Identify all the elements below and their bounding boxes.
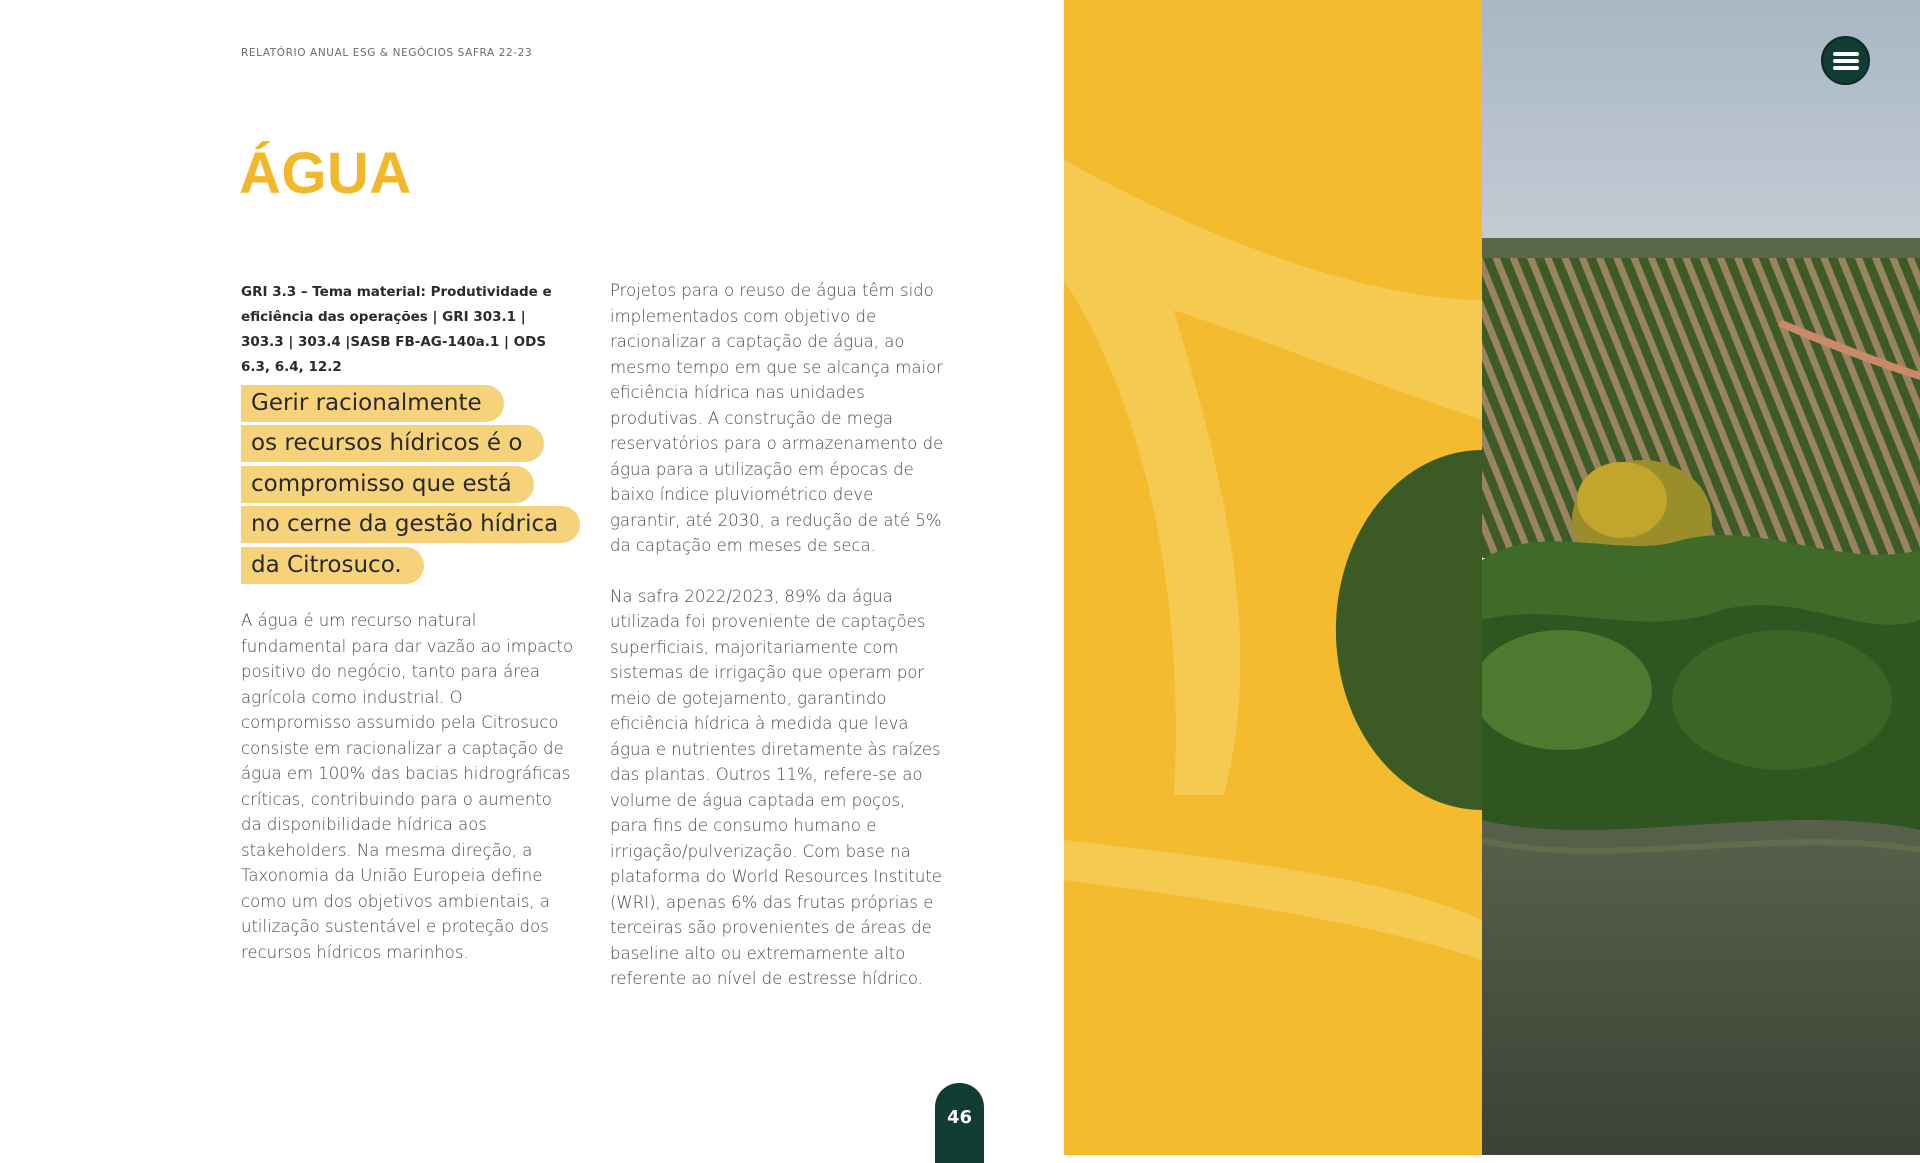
orchard-river-illustration: [1482, 0, 1920, 1155]
highlight-quote: [241, 385, 601, 587]
highlight-line: Gerir racionalmente: [241, 385, 504, 422]
report-header: RELATÓRIO ANUAL ESG & NEGÓCIOS SAFRA 22-23: [241, 47, 533, 59]
body-paragraph-column1: A água é um recurso natural fundamental para dar vazão ao impacto positivo do negócio, tanto para área agrícola como industrial. O compromisso assumido pela Citrosuco consiste em racionalizar a captação de água em 100% das bacias hidrográficas críticas, contribuindo para o aumento da disponibilidade hídrica aos stakeholders. Na mesma direção, a Taxonomia da União Europeia define como um dos objetivos ambientais, a utilização sustentável e proteção dos recursos hídricos marinhos.: [241, 611, 574, 962]
decorative-yellow-panel: [1064, 0, 1482, 1155]
landscape-photo: [1482, 0, 1920, 1155]
highlight-line: da Citrosuco.: [241, 547, 424, 584]
body-column2: [610, 278, 945, 1017]
decorative-swoosh-graphic: [1064, 0, 1482, 1155]
gri-references: GRI 3.3 – Tema material: Produtividade e eficiência das operações | GRI 303.1 | 303.3 | 303.4 |SASB FB-AG-140a.1 | ODS 6.3, 6.4, 12.2: [241, 284, 552, 375]
body-paragraph-harvest: Na safra 2022/2023, 89% da água utilizada foi proveniente de captações superficiais, majoritariamente com sistemas de irrigação que operam por meio de gotejamento, garantindo eficiência hídrica à medida que leva água e nutrientes diretamente às raízes das plantas. Outros 11%, refere-se ao volume de água captada em poços, para fins de consumo humano e irrigação/pulverização. Com base na plataforma do World Resources Institute (WRI), apenas 6% das frutas próprias e terceiras são provenientes de áreas de baseline alto ou extremamente alto referente ao nível de estresse hídrico.: [610, 586, 942, 988]
body-paragraph-reuse: Projetos para o reuso de água têm sido implementados com objetivo de racionalizar a captação de água, ao mesmo tempo em que se alcança maior eficiência hídrica nas unidades produtivas. A construção de mega reservatórios para o armazenamento de água para a utilização em épocas de baixo índice pluviométrico deve garantir, até 2030, a redução de até 5% da captação em meses de seca.: [610, 281, 944, 555]
highlight-line: compromisso que está: [241, 466, 534, 503]
page-title: ÁGUA: [239, 141, 412, 206]
hamburger-menu-icon: [1833, 51, 1859, 71]
page-number-tab: 46: [935, 1083, 984, 1163]
highlight-line: no cerne da gestão hídrica: [241, 506, 580, 543]
highlight-line: os recursos hídricos é o: [241, 425, 544, 462]
menu-button[interactable]: [1821, 36, 1870, 85]
